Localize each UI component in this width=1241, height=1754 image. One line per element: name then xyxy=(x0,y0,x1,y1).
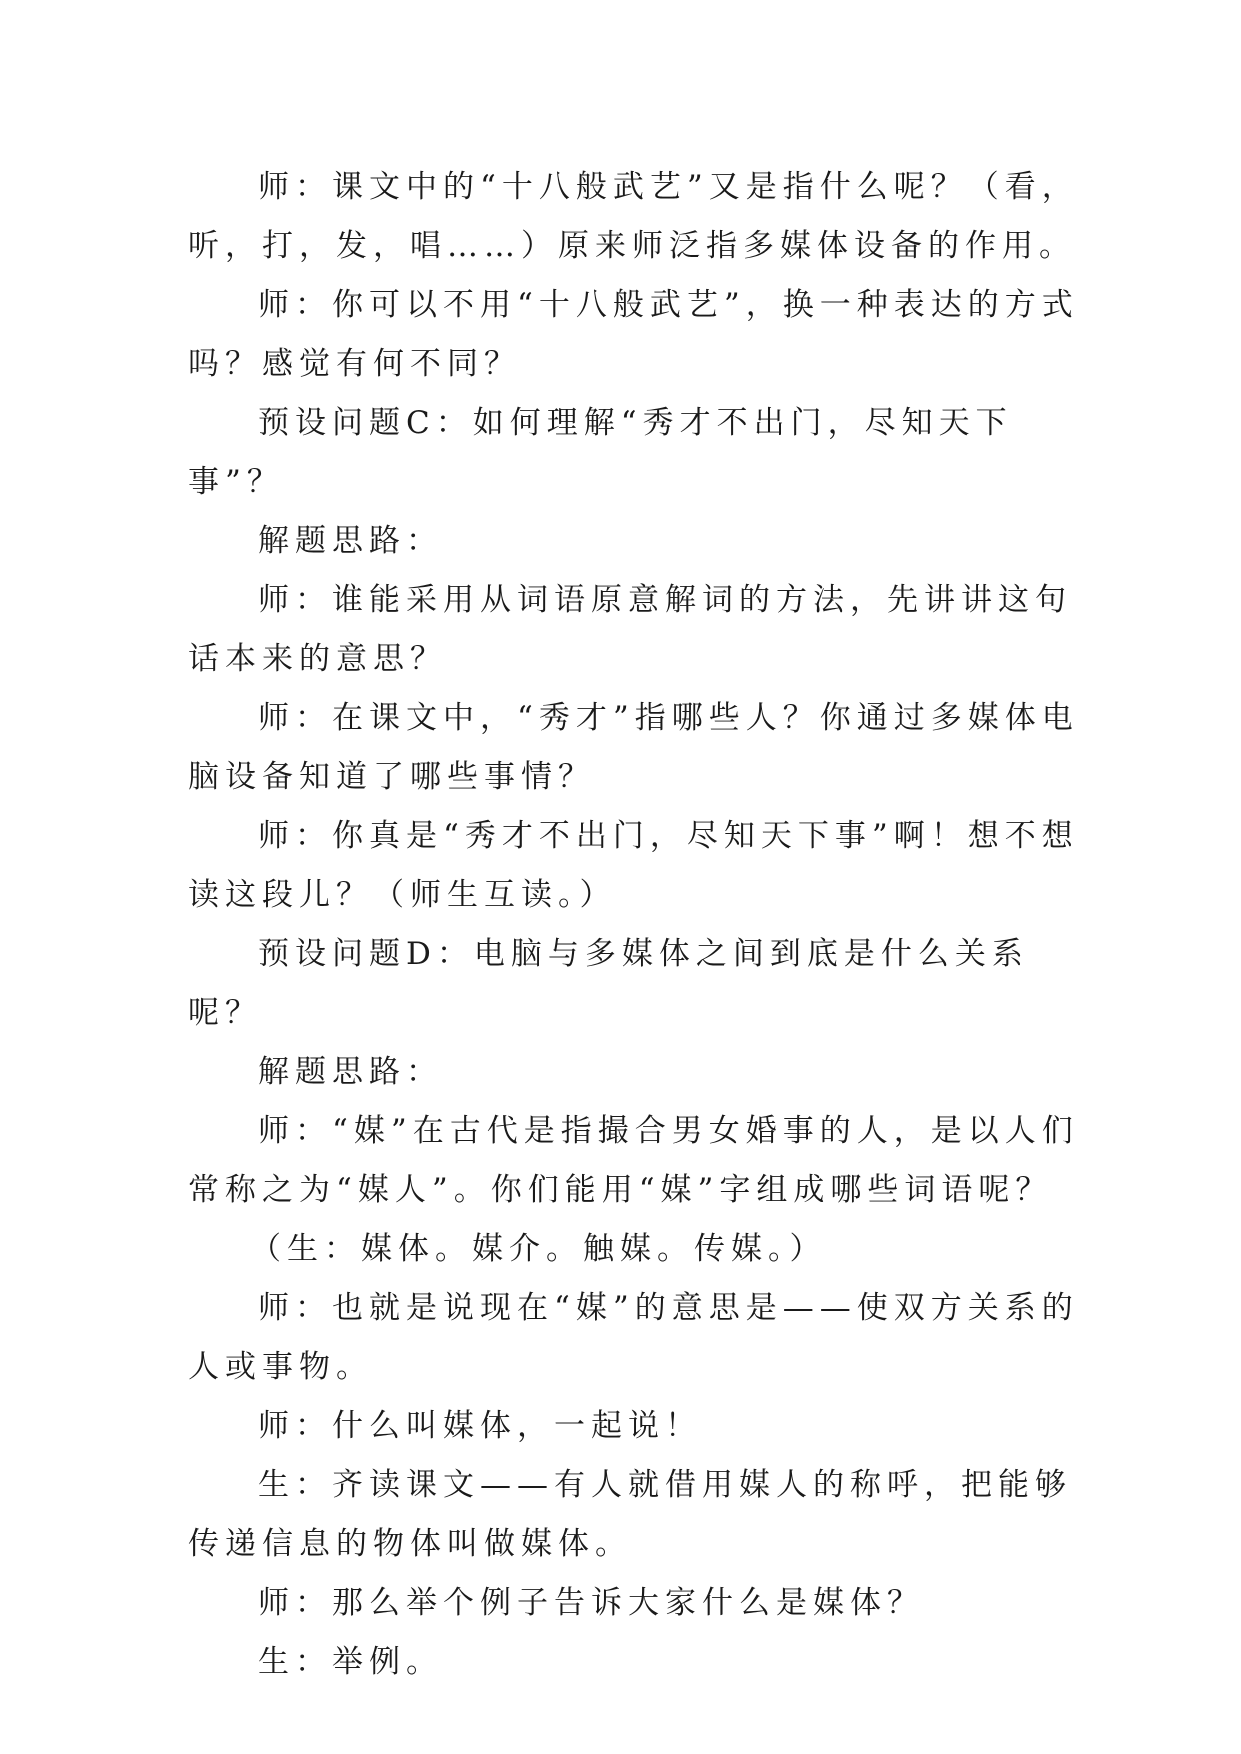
paragraph: 师：那么举个例子告诉大家什么是媒体？ xyxy=(258,1585,924,1621)
paragraph: 预设问题C：如何理解“秀才不出门，尽知天下事”？ xyxy=(188,405,1013,500)
paragraph: 师：什么叫媒体，一起说！ xyxy=(258,1408,702,1444)
paragraph: 解题思路： xyxy=(258,523,443,559)
paragraph: 生：齐读课文——有人就借用媒人的称呼，把能够传递信息的物体叫做媒体。 xyxy=(188,1467,1072,1562)
paragraph: 师：也就是说现在“媒”的意思是——使双方关系的人或事物。 xyxy=(188,1290,1079,1385)
paragraph: 预设问题D：电脑与多媒体之间到底是什么关系呢？ xyxy=(188,936,1029,1031)
paragraph: 师：“媒”在古代是指撮合男女婚事的人，是以人们常称之为“媒人”。你们能用“媒”字组成哪些词语呢？ xyxy=(188,1113,1079,1208)
paragraph: 师：你真是“秀才不出门，尽知天下事”啊！想不想读这段儿？（师生互读。） xyxy=(188,818,1079,913)
document-body xyxy=(188,158,1088,1692)
paragraph: 解题思路： xyxy=(258,1054,443,1090)
paragraph: 师：课文中的“十八般武艺”又是指什么呢？（看，听，打，发，唱……）原来师泛指多媒体设备的作用。 xyxy=(188,169,1079,264)
paragraph: 生：举例。 xyxy=(258,1644,443,1680)
paragraph: 师：在课文中，“秀才”指哪些人？你通过多媒体电脑设备知道了哪些事情？ xyxy=(188,700,1079,795)
paragraph: 师：你可以不用“十八般武艺”，换一种表达的方式吗？感觉有何不同？ xyxy=(188,287,1079,382)
paragraph: （生：媒体。媒介。触媒。传媒。） xyxy=(250,1231,827,1267)
paragraph: 师：谁能采用从词语原意解词的方法，先讲讲这句话本来的意思？ xyxy=(188,582,1072,677)
